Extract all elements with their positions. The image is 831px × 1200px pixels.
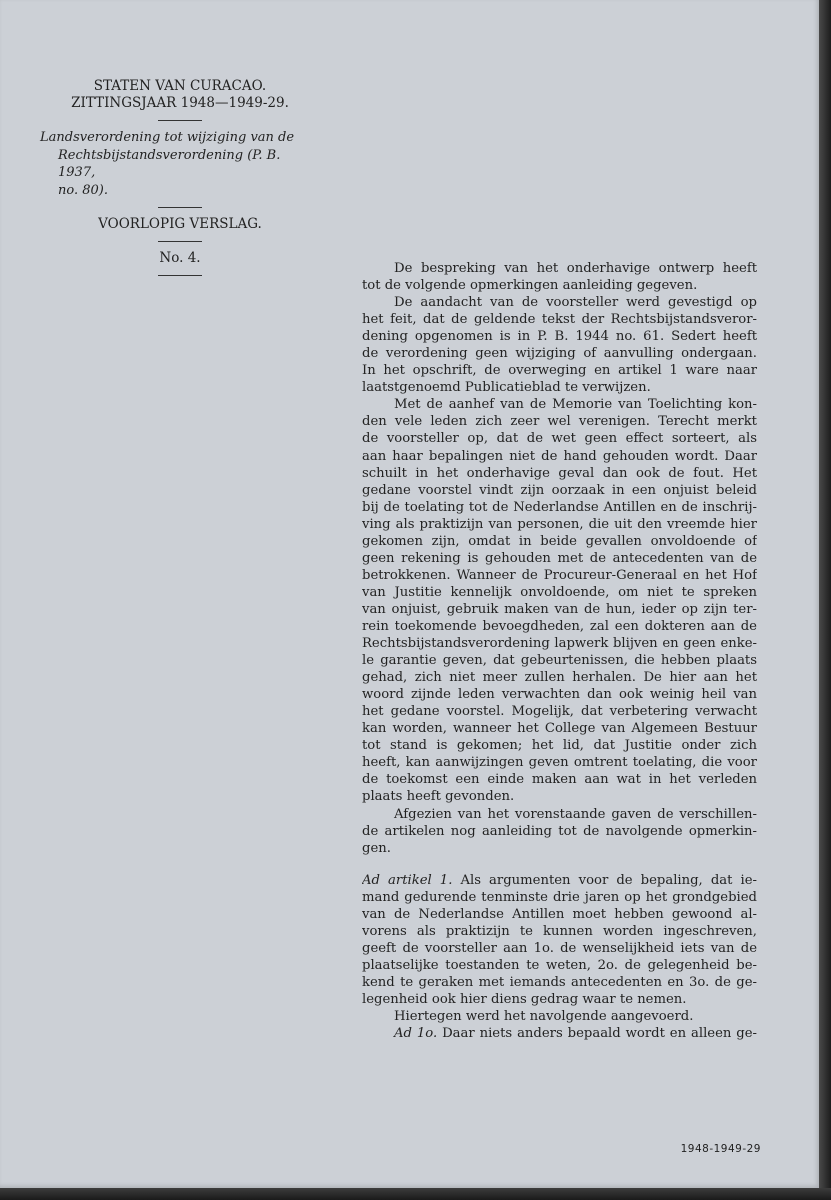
paragraph-ad-1o xyxy=(362,1025,757,1042)
text-line: mand gedurende tenminste drie jaren op het grondgebied xyxy=(362,889,757,905)
text-line: de artikelen nog aanleiding tot de navolgende opmerkin- xyxy=(362,823,757,839)
text-line: Rechtsbijstandsverordening lapwerk blijven en geen enke- xyxy=(362,636,757,652)
text-line: de toekomst een einde maken aan wat in het verleden xyxy=(362,772,757,788)
text-line: aan haar bepalingen niet de hand gehouden wordt. Daar xyxy=(362,448,757,464)
report-title: VOORLOPIG VERSLAG. xyxy=(98,216,262,232)
paragraph xyxy=(362,294,757,396)
text-line: gen. xyxy=(362,840,391,856)
document-code: 1948-1949-29 xyxy=(680,1143,761,1155)
text-line: gedane voorstel vindt zijn oorzaak in een onjuist beleid xyxy=(362,482,757,498)
text-line: geen rekening is gehouden met de antecedenten van de xyxy=(362,550,757,566)
text-line: tot de volgende opmerkingen aanleiding gegeven. xyxy=(362,278,698,294)
text-line: gekomen zijn, omdat in beide gevallen onvoldoende of xyxy=(362,533,757,549)
text-line: Met de aanhef van de Memorie van Toelichting kon- xyxy=(394,397,757,413)
text-line: vorens als praktizijn te kunnen worden ingeschreven, xyxy=(362,923,757,939)
text-line: van Justitie kennelijk onvoldoende, om niet te spreken xyxy=(362,584,757,600)
text-line: Hiertegen werd het navolgende aangevoerd. xyxy=(394,1009,694,1025)
text-line: tot stand is gekomen; het lid, dat Justitie onder zich xyxy=(362,738,757,754)
header-divider xyxy=(158,120,202,121)
text-line: van de Nederlandse Antillen moet hebben gewoond al- xyxy=(362,906,757,922)
header-divider xyxy=(158,275,202,276)
text-line: plaats heeft gevonden. xyxy=(362,789,515,805)
text-line xyxy=(362,872,757,889)
document-header xyxy=(40,78,320,284)
article-label: Ad artikel 1. xyxy=(362,872,453,888)
text-line: le garantie geven, dat gebeurtenissen, die hebben plaats xyxy=(362,653,757,669)
subject-line: Landsverordening tot wijziging van de xyxy=(40,130,295,145)
page-edge-shadow xyxy=(0,1188,831,1200)
text-line: De bespreking van het onderhavige ontwerp heeft xyxy=(394,261,757,276)
header-divider xyxy=(158,207,202,208)
text-line: plaatselijke toestanden te weten, 2o. de gelegenheid be- xyxy=(362,957,757,973)
text-line: In het opschrift, de overweging en artikel 1 ware naar xyxy=(362,363,757,379)
text-fragment: Daar niets anders bepaald wordt en alleen ge- xyxy=(442,1026,757,1042)
paragraph-gap xyxy=(362,857,757,872)
text-line: gehad, zich niet meer zullen herhalen. De hier aan het xyxy=(362,670,757,686)
paragraph-ad-artikel-1 xyxy=(362,872,757,1008)
paragraph xyxy=(362,260,757,294)
text-line: dening opgenomen is in P. B. 1944 no. 61. Sedert heeft xyxy=(362,329,757,345)
text-line: het feit, dat de geldende tekst der Rechtsbijstandsveror- xyxy=(362,312,757,328)
text-line: heeft, kan aanwijzingen geven omtrent toelating, die voor xyxy=(362,755,757,771)
subject-line: Rechtsbijstandsverordening (P. B. 1937, xyxy=(58,147,281,180)
text-line: de voorsteller op, dat de wet geen effect sorteert, als xyxy=(362,431,757,447)
document-body xyxy=(362,260,757,1042)
header-divider xyxy=(158,241,202,242)
text-line: de verordening geen wijziging of aanvulling ondergaan. xyxy=(362,346,757,362)
paragraph xyxy=(362,396,757,805)
text-line: ving als praktizijn van personen, die uit den vreemde hier xyxy=(362,516,757,532)
text-line: den vele leden zich zeer wel verenigen. Terecht merkt xyxy=(362,414,757,430)
text-fragment: Als argumenten voor de bepaling, dat ie- xyxy=(460,872,757,888)
text-line: kend te geraken met iemands antecedenten en 3o. de ge- xyxy=(362,974,757,990)
report-number: No. 4. xyxy=(159,250,201,266)
header-assembly: STATEN VAN CURACAO. xyxy=(93,78,267,94)
text-line: het gedane voorstel. Mogelijk, dat verbetering verwacht xyxy=(362,704,757,720)
text-line: bij de toelating tot de Nederlandse Antillen en de inschrij- xyxy=(362,499,757,515)
article-label: Ad 1o. xyxy=(394,1026,438,1042)
text-line: geeft de voorsteller aan 1o. de wenselijkheid iets van de xyxy=(362,940,757,956)
text-line: schuilt in het onderhavige geval dan ook de fout. Het xyxy=(362,465,757,481)
text-line: betrokkenen. Wanneer de Procureur-Generaal en het Hof xyxy=(362,567,757,583)
header-subject xyxy=(40,129,320,199)
subject-line: no. 80). xyxy=(58,182,108,198)
text-line xyxy=(362,1025,757,1042)
paragraph xyxy=(362,806,757,857)
paragraph xyxy=(362,1008,757,1025)
text-line: laatstgenoemd Publicatieblad te verwijzen. xyxy=(362,380,651,396)
header-session-year: ZITTINGSJAAR 1948—1949-29. xyxy=(71,95,289,111)
text-line: woord zijnde leden verwachten dan ook weinig heil van xyxy=(362,687,757,703)
text-line: kan worden, wanneer het College van Algemeen Bestuur xyxy=(362,721,757,737)
text-line: van onjuist, gebruik maken van de hun, ieder op zijn ter- xyxy=(362,601,757,617)
page-edge-shadow xyxy=(819,0,831,1200)
text-line: Afgezien van het vorenstaande gaven de verschillen- xyxy=(394,806,757,822)
text-line: legenheid ook hier diens gedrag waar te nemen. xyxy=(362,991,687,1007)
text-line: rein toekomende bevoegdheden, zal een dokteren aan de xyxy=(362,618,757,634)
text-line: De aandacht van de voorsteller werd gevestigd op xyxy=(394,295,757,311)
